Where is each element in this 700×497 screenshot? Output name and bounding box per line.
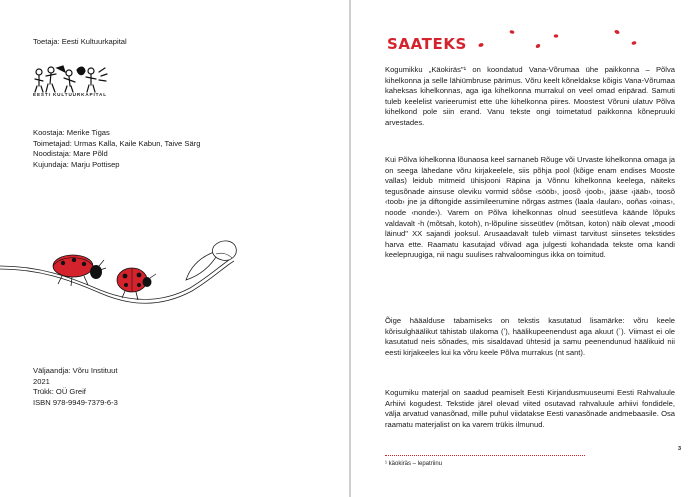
right-page	[351, 0, 700, 497]
scattered-dots-decoration	[476, 26, 676, 56]
funder-line: Toetaja: Eesti Kultuurkapital	[33, 37, 127, 46]
footnote: ¹ käokiräs – lepatriinu	[385, 461, 443, 467]
credit-compiler: Koostaja: Merike Tigas	[33, 128, 110, 137]
credit-designer: Kujundaja: Marju Pottisep	[33, 159, 120, 169]
paragraph-4: Kogumiku materjal on saadud peamiselt Eesti Kirjandusmuuseumi Eesti Rahvaluule Arhiivi kogudest. Tekstide järel olevad viited osutavad rahvaluule arhiivi fondidele, välja arvatud vanasõnad, mille puhul viidatakse Eesti vanasõnade andmebaasile. Osa raamatu materjalist on ka varem trükis ilmunud.	[385, 388, 675, 429]
year-line: 2021	[33, 376, 50, 386]
paragraph-3: Õige hääalduse tabamiseks on tekstis kasutatud lisamärke: võru keele kõrisulghäälikut tähistab ülakoma (ʼ), häälikupeenendust aga akuut (´). Viimast ei ole kasutatud neis sõnades, mis sisaldavad ühtesid ja samu peenendunud häälikuid nii eesti kirjakeeles kui ka võru keele Põlva murrakus (nt sant).	[385, 316, 675, 357]
ladybugs-on-stem-illustration	[0, 232, 349, 327]
credit-notation: Noodistaja: Mare Põld	[33, 149, 108, 159]
isbn-line: ISBN 978-9949-7379-6-3	[33, 397, 118, 407]
left-page	[0, 0, 349, 497]
footnote-divider	[385, 455, 585, 456]
printer-line: Trükk: OÜ Greif	[33, 387, 86, 397]
paragraph-2: Kui Põlva kihelkonna lõunaosa keel sarnaneb Rõuge või Urvaste kihelkonna omaga ja on seega lähedane võru kirjakeelele, siis põhja pool (kõige enam endises Mooste vallas) leidub mitmeid ühisjooni Räpina ja Võnnu kihelkonna keelega, näiteks tegusõnade ainsuse oleviku vormid sôôse ‹sööb›, joosõ ‹joob›, jääse ‹jääb›, toosõ ‹toob› jne ja diftongide assimileerumine nõrgas astmes (laala ‹laulan›, ooñas ‹oinas›, noode ‹nonde›). Varem on Põlva kihelkonnas olnud seesütleva käände lõpuks valdavalt -h (mõtsah, kotoh), n-lõpuline sisseütlev (mõtsan, koton) näib olevat „moodi läinud" XX sajandi jooksul. Arusaadavalt tuleb viimast tarvitust siinsetes tekstides harva ette. Raamatu kasutajad võivad aga julgesti kohandada tekste oma kandi keelepruugiga, nii nagu suulises rahvaloomingus ikka on toimitud.	[385, 155, 675, 260]
credits-block	[33, 128, 200, 170]
ladybug-right-icon	[117, 268, 156, 300]
kultuurkapital-logo-icon	[33, 62, 109, 96]
publisher-line: Väljaandja: Võru Instituut	[33, 366, 118, 375]
page-number: 3	[678, 446, 682, 452]
section-title: SAATEKS	[387, 35, 467, 53]
publisher-block	[33, 366, 118, 408]
logo-caption: EESTI KULTUURKAPITAL	[33, 92, 107, 97]
paragraph-1: Kogumikku „Käokiräs"¹ on koondatud Vana-Võrumaa ühe paikkonna – Põlva kihelkonna ja selle lähiümbruse pärimus. Võru keelt kõneldakse kõigis Vana-Võrumaa kaheksas kihelkonnas, aga iga kihelkonna murrakul on veel omad eripärad. Samuti tuleb keelelist varieerumist ette ühe kihelkonna piires. Moostest Võruni ulatuv Põlva kihelkond pole siin erand. Vanu tekste ongi toimetatud paikkonna kõnepruuki arvestades.	[385, 65, 675, 127]
credit-editors: Toimetajad: Urmas Kalla, Kaile Kabun, Taive Särg	[33, 138, 201, 148]
